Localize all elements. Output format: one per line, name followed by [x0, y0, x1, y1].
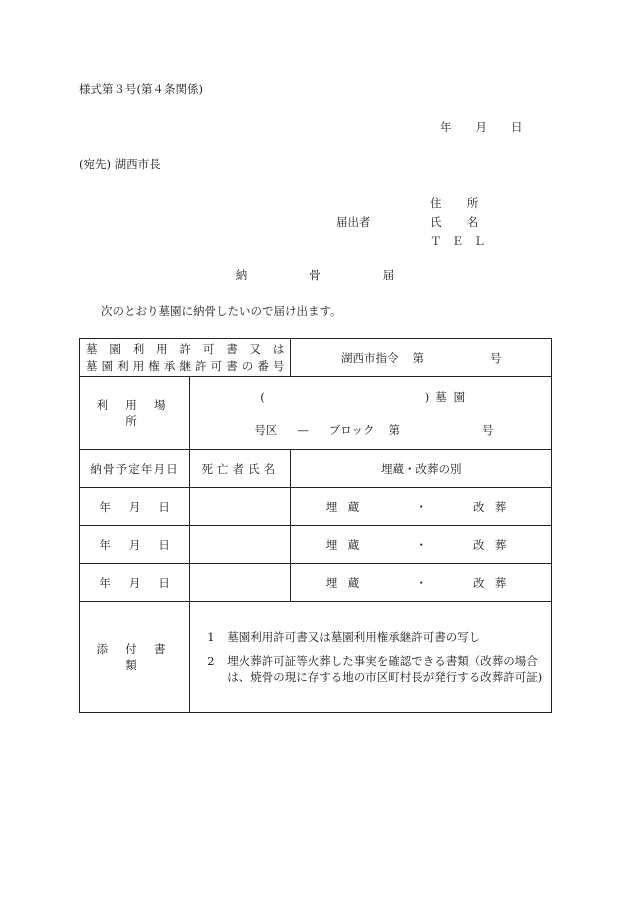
applicant-prefix: 届出者	[336, 215, 371, 229]
day-label: 日	[158, 575, 170, 590]
go-label: 号	[482, 423, 494, 437]
table-row	[80, 488, 552, 526]
name-label: 氏名	[430, 215, 504, 229]
attachments-list	[190, 602, 552, 713]
form-number: 様式第３号(第４条関係)	[79, 82, 203, 96]
burial-option[interactable]: 埋蔵	[325, 499, 370, 514]
year-label: 年	[99, 499, 111, 514]
burial-type-field[interactable]	[291, 526, 552, 564]
table-row	[80, 602, 552, 713]
day-label: 日	[158, 537, 170, 552]
reburial-option[interactable]: 改葬	[472, 575, 517, 590]
applicant-prefix-spacer	[336, 232, 384, 251]
table-row	[80, 526, 552, 564]
permit-label-line: 墓園利用許可書又は	[86, 341, 285, 356]
attachment-text: 墓園利用許可書又は墓園利用権承継許可書の写し	[227, 630, 481, 644]
permit-label-line: 墓園利用権承継許可書の番号	[86, 358, 285, 373]
year-label: 年	[440, 120, 452, 134]
dai-label: 第	[388, 423, 400, 437]
title-char: 骨	[309, 268, 321, 282]
burial-type-field[interactable]	[291, 488, 552, 526]
year-label: 年	[99, 537, 111, 552]
reburial-option[interactable]: 改葬	[472, 499, 517, 514]
date-field[interactable]	[80, 488, 190, 526]
separator: ・	[415, 499, 427, 514]
header-type: 埋蔵・改葬の別	[291, 450, 552, 488]
attachments-label: 添付書類	[80, 602, 190, 713]
date-field[interactable]	[80, 564, 190, 602]
deceased-name-field[interactable]	[190, 488, 291, 526]
date-line	[440, 119, 523, 135]
permit-prefix: 湖西市指令	[340, 350, 399, 365]
burial-option[interactable]: 埋蔵	[325, 537, 370, 552]
attachment-number: 2	[207, 654, 215, 668]
month-label: 月	[128, 537, 141, 552]
addressee: (宛先) 湖西市長	[79, 157, 161, 171]
document-title	[0, 267, 630, 283]
open-paren: (	[260, 390, 265, 404]
attachment-item	[207, 629, 551, 645]
date-field[interactable]	[80, 526, 190, 564]
month-label: 月	[128, 499, 141, 514]
attachment-text: 埋火葬許可証等火葬した事実を確認できる書類（改葬の場合は、焼骨の現に存する地の市区町村長が発行する改葬許可証)	[227, 654, 543, 684]
month-label: 月	[128, 575, 141, 590]
header-name: 死亡者氏名	[190, 450, 291, 488]
header-date: 納骨予定年月日	[80, 450, 190, 488]
attachment-item	[207, 653, 551, 685]
burial-type-field[interactable]	[291, 564, 552, 602]
dash: —	[297, 423, 309, 437]
month-label: 月	[475, 120, 487, 134]
place-line-1	[260, 389, 472, 405]
title-char: 納	[235, 268, 248, 282]
gouku-label: 号区	[254, 423, 278, 437]
address-label: 住所	[430, 196, 504, 210]
permit-go: 号	[489, 350, 502, 365]
table-header-row	[80, 450, 552, 488]
permit-number-field[interactable]	[291, 339, 552, 377]
table-row	[80, 564, 552, 602]
deceased-name-field[interactable]	[190, 526, 291, 564]
close-paren: )	[424, 390, 430, 404]
table-row	[80, 377, 552, 450]
bochi-label: 墓園	[435, 390, 473, 404]
place-line-2	[254, 422, 493, 438]
intro-text: 次のとおり墓園に納骨したいので届け出ます。	[101, 304, 342, 318]
table-row	[80, 339, 552, 377]
separator: ・	[415, 575, 427, 590]
reburial-option[interactable]: 改葬	[472, 537, 517, 552]
deceased-name-field[interactable]	[190, 564, 291, 602]
separator: ・	[415, 537, 427, 552]
notification-table	[79, 338, 552, 713]
applicant-block	[336, 194, 530, 251]
attachment-number: 1	[207, 630, 215, 644]
place-field[interactable]	[190, 377, 552, 450]
tel-label: ＴＥＬ	[430, 234, 496, 248]
applicant-prefix-spacer	[336, 194, 384, 213]
day-label: 日	[158, 499, 170, 514]
title-char: 届	[382, 268, 395, 282]
burial-option[interactable]: 埋蔵	[325, 575, 370, 590]
day-label: 日	[511, 120, 523, 134]
place-label: 利用場所	[80, 377, 190, 450]
year-label: 年	[99, 575, 111, 590]
block-label: ブロック	[328, 423, 375, 437]
permit-dai: 第	[412, 350, 424, 365]
permit-number-label	[80, 339, 291, 377]
